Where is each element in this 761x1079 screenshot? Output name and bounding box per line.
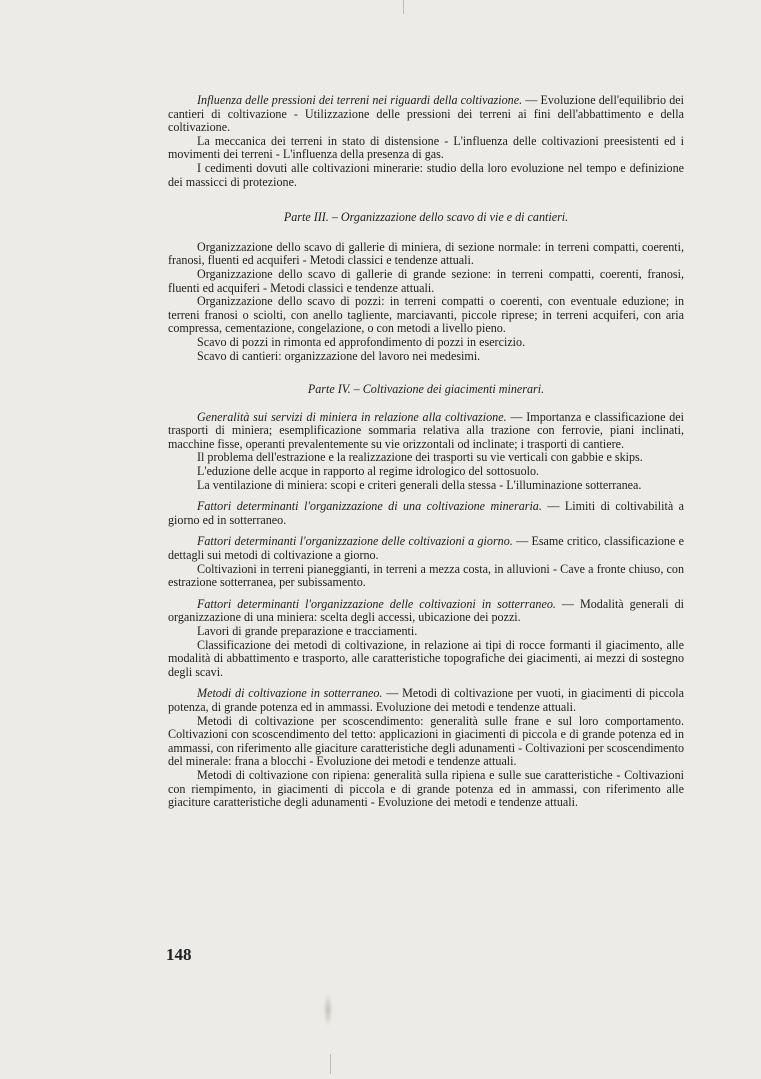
paragraph: Scavo di pozzi in rimonta ed approfondimento di pozzi in esercizio.	[197, 334, 526, 349]
paragraph: Organizzazione dello scavo di gallerie di grande sezione: in terreni compatti, coerenti, franosi, fluenti ed acquiferi - Metodi classici e tendenze attuali.	[168, 266, 684, 295]
paragraph: Metodi di coltivazione per scoscendimento: generalità sulle frane e sul loro comportamento. Coltivazioni con scoscendimento del tetto: applicazioni in giacimenti di piccola e di grande potenza ed in ammassi, con riferimento alle giaciture caratteristiche degli adunamenti - Coltivazioni per scoscendimento del minerale: frana a blocchi - Evoluzione dei metodi e tendenze attuali.	[168, 713, 684, 769]
paragraph: Classificazione dei metodi di coltivazione, in relazione ai tipi di rocce formanti il giacimento, alle modalità di abbattimento e trasporto, alle caratteristiche topografiche dei giacimenti, ai mezzi di sostegno degli scavi.	[168, 637, 684, 679]
paragraph: Organizzazione dello scavo di gallerie di miniera, di sezione normale: in terreni compatti, coerenti, franosi, fluenti ed acquiferi - Metodi classici e tendenze attuali.	[168, 239, 684, 268]
page-body	[168, 94, 684, 810]
paragraph-fattori-coltivazione	[168, 500, 684, 527]
subheading-italic: Metodi di coltivazione in sotterraneo.	[197, 686, 383, 701]
subheading-italic: Influenza delle pressioni dei terreni nei riguardi della coltivazione.	[197, 93, 523, 107]
subheading-italic: Generalità sui servizi di miniera in relazione alla coltivazione.	[197, 409, 507, 424]
paragraph-influenza	[168, 94, 684, 135]
paragraph: L'eduzione delle acque in rapporto al regime idrologico del sottosuolo.	[197, 464, 540, 479]
paragraph: La ventilazione di miniera: scopi e criteri generali della stessa - L'illuminazione sotterranea.	[197, 477, 642, 492]
paragraph-text: — Esame critico, classificazione e dettagli sui metodi di coltivazione a giorno.	[168, 534, 684, 563]
paragraph-text: — Evoluzione dell'equilibrio dei cantieri di coltivazione - Utilizzazione delle pressioni dei terreni ai fini dell'abbattimento e della coltivazione.	[168, 93, 684, 135]
section-heading-parte-4: Parte IV. – Coltivazione dei giacimenti minerari.	[307, 382, 545, 397]
paragraph-text: — Importanza e classificazione dei trasporti di miniera; esemplificazione sommaria relativa alla trazione con ferrovie, piani inclinati, macchine fisse, operanti prevalentemente su vie orizzontali od inclinate; i trasporti di cantiere.	[168, 409, 684, 451]
paragraph-fattori-sotterraneo	[168, 598, 684, 625]
subheading-italic: Fattori determinanti l'organizzazione delle coltivazioni a giorno.	[197, 534, 513, 549]
subheading-italic: Fattori determinanti l'organizzazione delle coltivazioni in sotterraneo.	[197, 596, 556, 611]
scan-mark	[403, 0, 404, 14]
paragraph-fattori-giorno	[168, 535, 684, 562]
paragraph-text: — Limiti di coltivabilità a giorno ed in sotterraneo.	[168, 499, 684, 527]
subheading-italic: Fattori determinanti l'organizzazione di una coltivazione mineraria.	[197, 499, 542, 514]
paragraph: Organizzazione dello scavo di pozzi: in terreni compatti o coerenti, con eventuale eduzione; in terreni franosi o sciolti, con anello tagliente, marciavanti, piccole riprese; in terreni acquiferi, con aria compressa, cementazione, congelazione, o con metodi a livello pieno.	[168, 294, 684, 336]
paragraph: Il problema dell'estrazione e la realizzazione dei trasporti su vie verticali con gabbie e skips.	[197, 450, 643, 465]
paragraph: Lavori di grande preparazione e tracciamenti.	[197, 624, 418, 638]
scan-mark	[330, 1054, 331, 1074]
paragraph-generalita	[168, 411, 684, 452]
page-number: 148	[166, 945, 192, 964]
paragraph-text: — Modalità generali di organizzazione di una miniera: scelta degli accessi, ubicazione dei pozzi.	[168, 596, 685, 625]
scan-smudge	[323, 993, 333, 1027]
paragraph: I cedimenti dovuti alle coltivazioni minerarie: studio della loro evoluzione nel tempo e definizione dei massicci di protezione.	[168, 160, 684, 189]
paragraph: Coltivazioni in terreni pianeggianti, in terreni a mezza costa, in alluvioni - Cave a fronte chiuso, con estrazione sotterranea, per subissamento.	[168, 561, 684, 590]
section-heading-parte-3: Parte III. – Organizzazione dello scavo di vie e di cantieri.	[283, 210, 569, 225]
paragraph: Scavo di cantieri: organizzazione del lavoro nei medesimi.	[197, 348, 481, 363]
paragraph: La meccanica dei terreni in stato di distensione - L'influenza delle coltivazioni preesistenti ed i movimenti dei terreni - L'influenza della presenza di gas.	[168, 133, 684, 162]
paragraph: Metodi di coltivazione con ripiena: generalità sulla ripiena e sulle sue caratteristiche - Coltivazioni con riempimento, in giacimenti di piccola e di grande potenza ed in ammassi, con riferimento alle giaciture caratteristiche degli adunamenti - Evoluzione dei metodi e tendenze attuali.	[168, 767, 684, 810]
paragraph-text: — Metodi di coltivazione per vuoti, in giacimenti di piccola potenza, di grande potenza ed in ammassi. Evoluzione dei metodi e tendenze attuali.	[168, 686, 685, 714]
paragraph-metodi-sotterraneo	[168, 687, 684, 714]
